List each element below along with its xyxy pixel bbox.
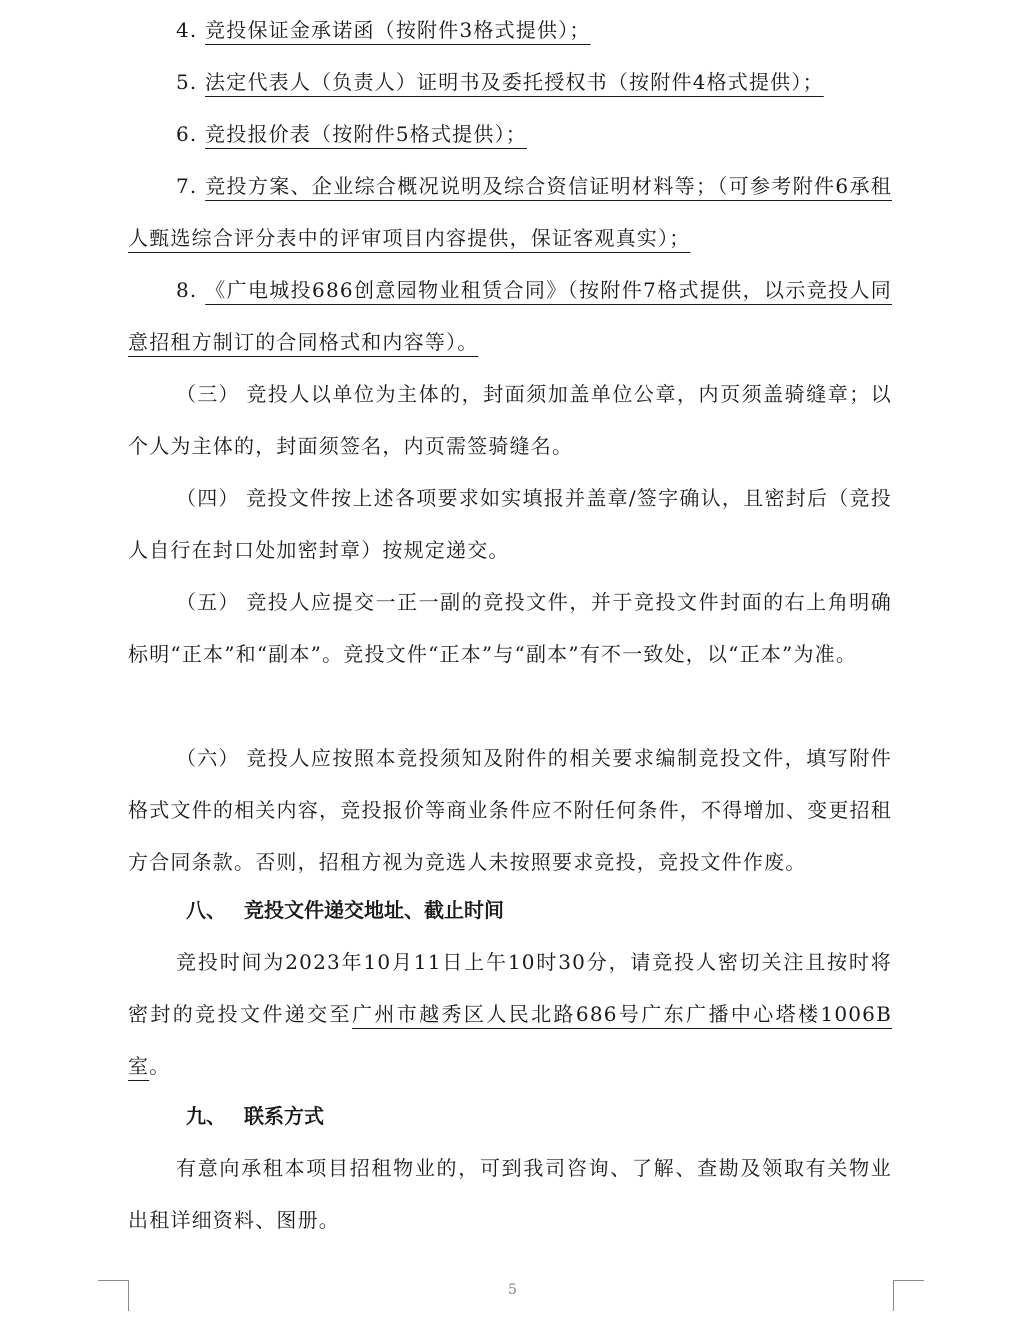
- clause-label: （三）: [176, 382, 240, 406]
- item-number: 5.: [176, 70, 198, 94]
- clause-text: 竞投人以单位为主体的，封面须加盖单位公章，内页须盖骑缝章；以个人为主体的，封面须签名，内页需签骑缝名。: [128, 382, 892, 458]
- clause-3: [128, 368, 892, 472]
- item-number: 6.: [176, 122, 198, 146]
- clause-4: [128, 472, 892, 576]
- item-text: 竞投报价表（按附件5格式提供）；: [205, 122, 527, 146]
- section-number: 八、: [186, 898, 226, 922]
- page-number: 5: [508, 1282, 517, 1298]
- section-title: 联系方式: [244, 1104, 324, 1128]
- section-number: 九、: [186, 1104, 226, 1128]
- clause-text: 竞投文件按上述各项要求如实填报并盖章/签字确认，且密封后（竞投人自行在封口处加密封章）按规定递交。: [128, 486, 892, 562]
- clause-6: [128, 732, 892, 888]
- item-number: 8.: [176, 278, 198, 302]
- list-item-6: [128, 108, 892, 160]
- item-text: 竞投方案、企业综合概况说明及综合资信证明材料等；（可参考附件6承租人甄选综合评分表中的评审项目内容提供，保证客观真实）；: [128, 174, 892, 250]
- clause-text: 竞投人应按照本竞投须知及附件的相关要求编制竞投文件，填写附件格式文件的相关内容，竞投报价等商业条件应不附任何条件，不得增加、变更招租方合同条款。否则，招租方视为竞选人未按照要求竞投，竞投文件作废。: [128, 746, 892, 874]
- section-8-heading: [186, 884, 504, 936]
- item-text: 《广电城投686创意园物业租赁合同》（按附件7格式提供，以示竞投人同意招租方制订的合同格式和内容等）。: [128, 278, 893, 354]
- list-item-7: [128, 160, 892, 264]
- item-text: 竞投保证金承诺函（按附件3格式提供）；: [205, 18, 591, 42]
- clause-text: 竞投人应提交一正一副的竞投文件，并于竞投文件封面的右上角明确标明“正本”和“副本”。竞投文件“正本”与“副本”有不一致处，以“正本”为准。: [128, 590, 892, 666]
- list-item-8: [128, 264, 892, 368]
- submission-time-text: 竞投时间为2023年10月11日上午10时30分，请竞投人密切关注且按时将密封的竞投文件递交至: [128, 950, 892, 1026]
- section-9-heading: [186, 1090, 324, 1142]
- section-title: 竞投文件递交地址、截止时间: [244, 898, 504, 922]
- clause-label: （四）: [176, 486, 240, 510]
- item-number: 7.: [176, 174, 198, 198]
- item-number: 4.: [176, 18, 198, 42]
- submission-address: 广州市越秀区人民北路686号广东广播中心塔楼1006B室: [128, 1002, 893, 1078]
- clause-label: （五）: [176, 590, 240, 614]
- clause-label: （六）: [176, 746, 240, 770]
- section-8-text: [128, 936, 892, 1092]
- list-item-5: [128, 56, 892, 108]
- contact-text: 有意向承租本项目招租物业的，可到我司咨询、了解、查勘及领取有关物业出租详细资料、图册。: [128, 1156, 892, 1232]
- item-text: 法定代表人（负责人）证明书及委托授权书（按附件4格式提供）；: [205, 70, 824, 94]
- list-item-4: [128, 4, 892, 56]
- clause-5: [128, 576, 892, 680]
- sentence-end: 。: [149, 1054, 171, 1078]
- section-9-text: [128, 1142, 892, 1246]
